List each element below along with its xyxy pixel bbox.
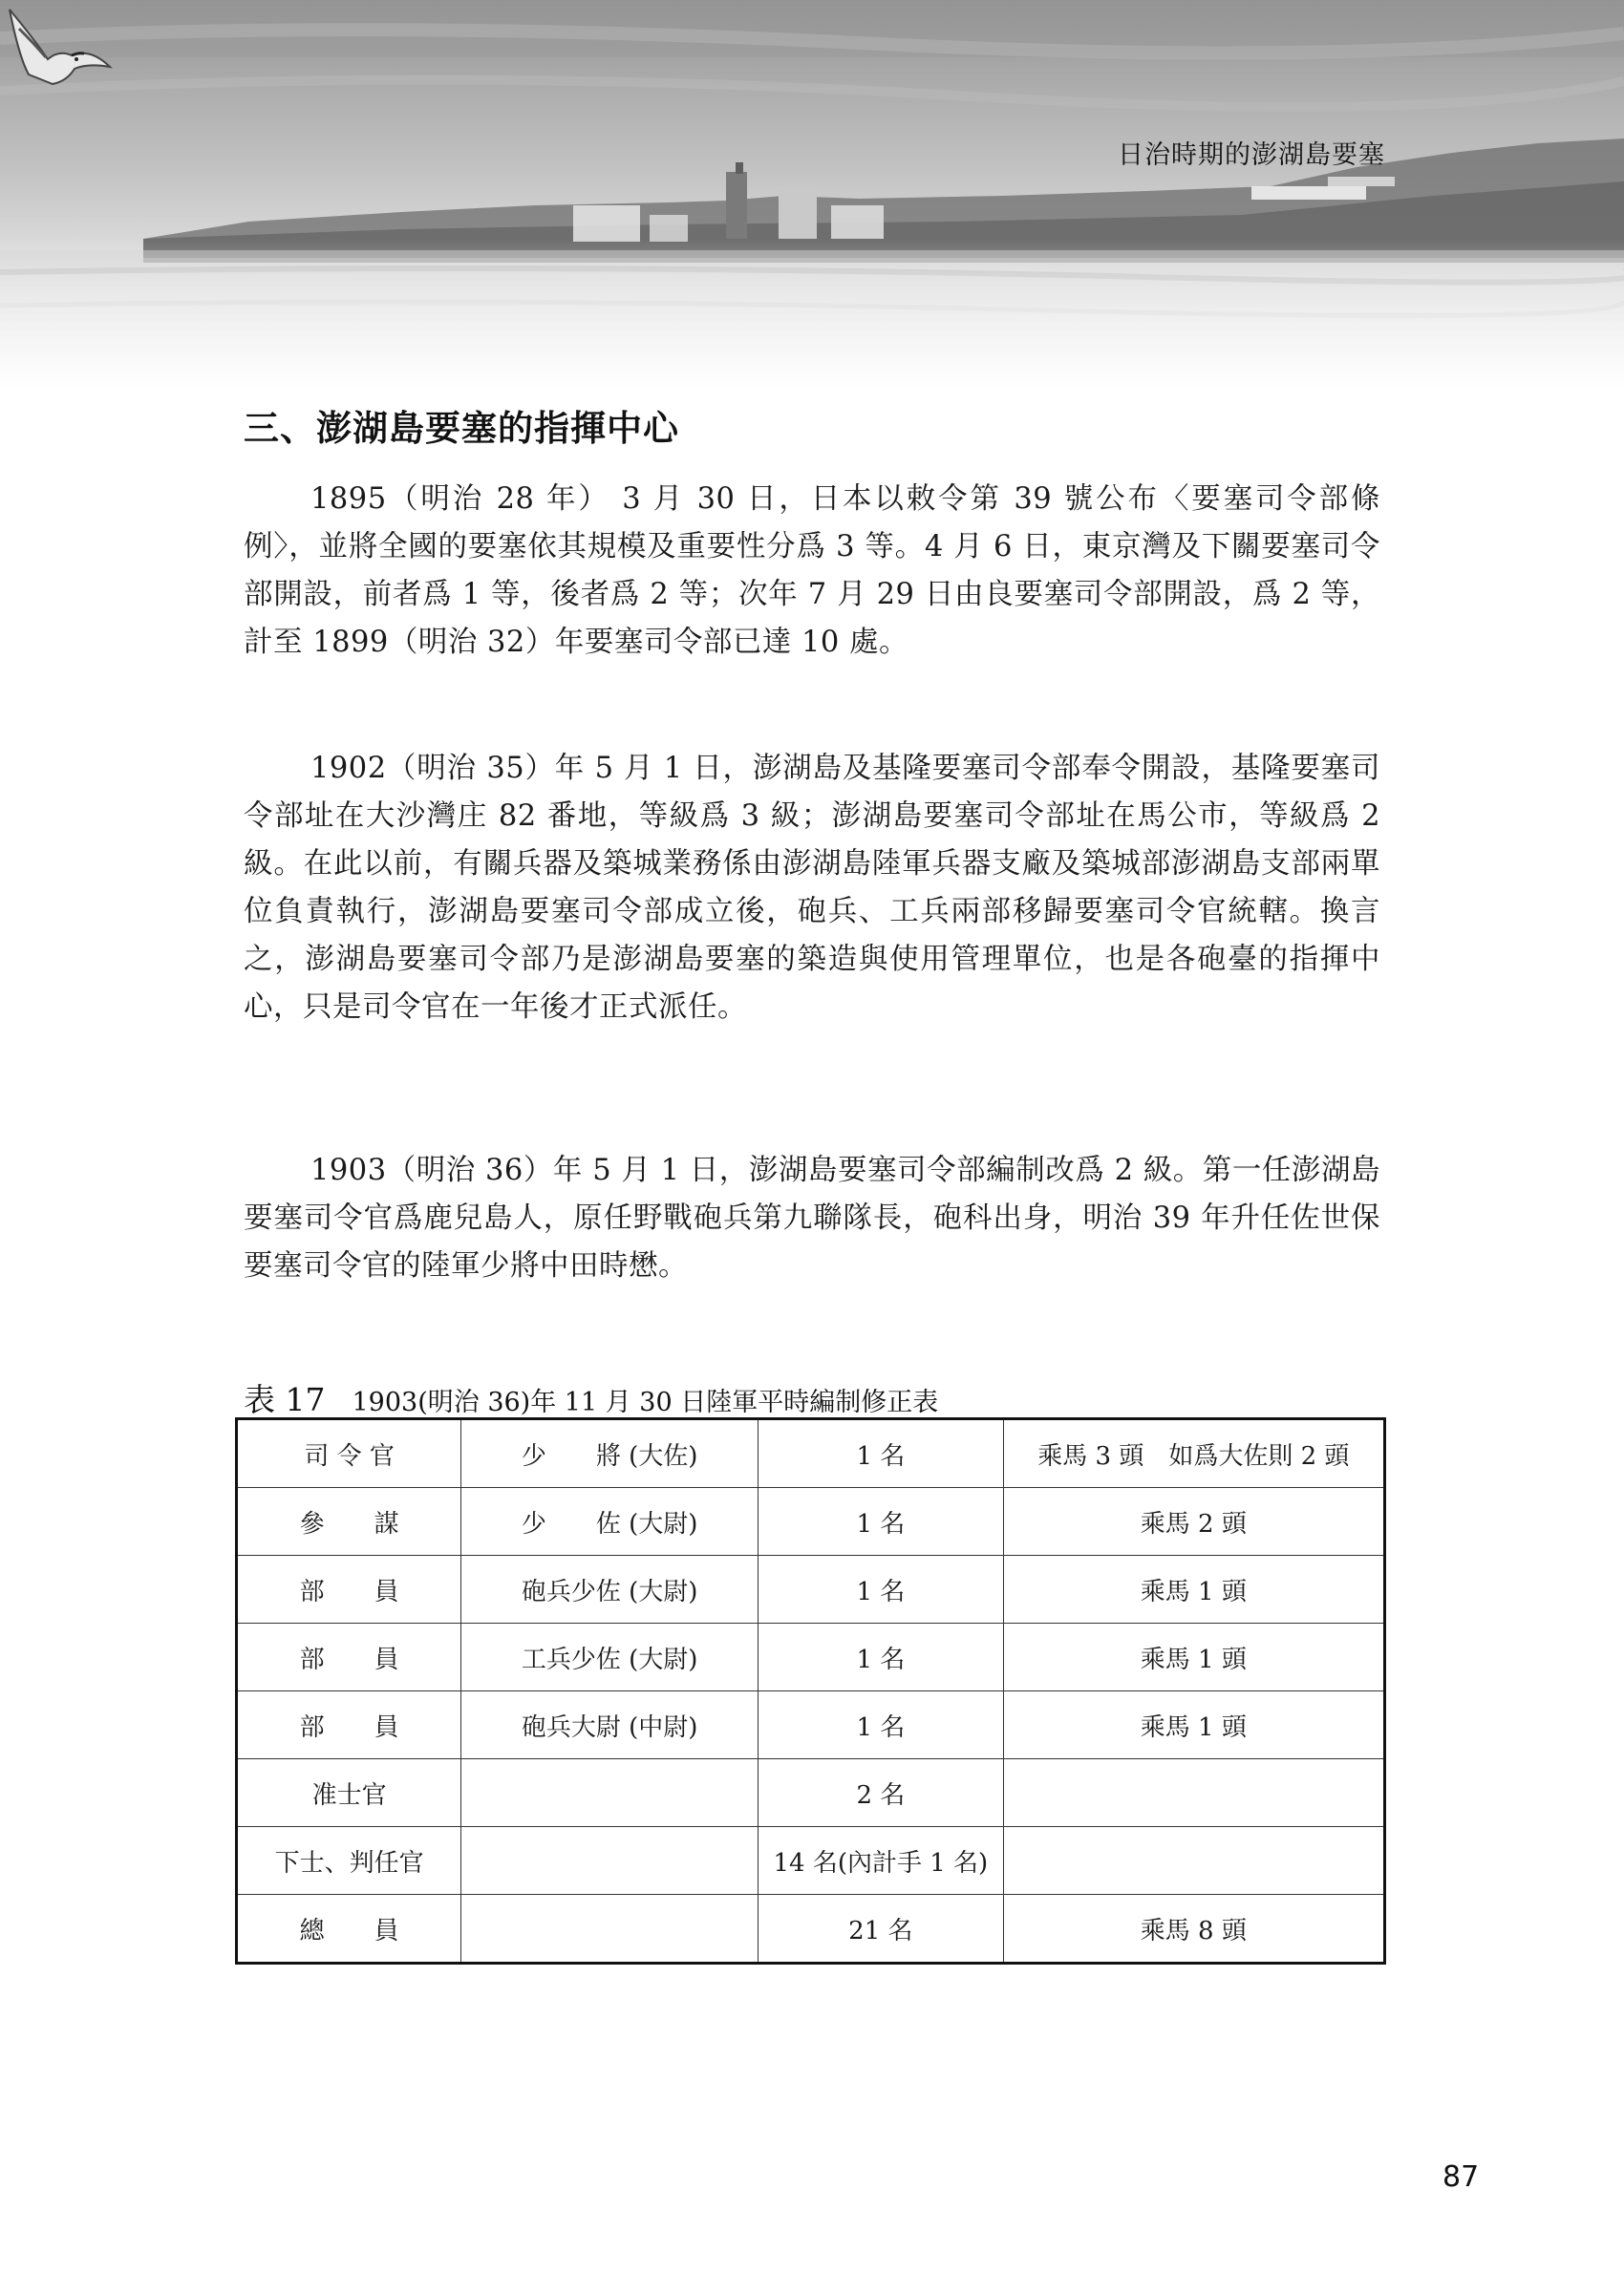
- table-cell-position: 司 令 官: [237, 1419, 461, 1488]
- table-cell-horses: 乘馬 1 頭: [1003, 1624, 1384, 1691]
- table-row: [237, 1895, 1385, 1964]
- table-cell-position: 部 員: [237, 1624, 461, 1691]
- table-cell-horses: 乘馬 1 頭: [1003, 1556, 1384, 1624]
- table-row: [237, 1624, 1385, 1691]
- table-row: [237, 1827, 1385, 1895]
- table-cell-count: 1 名: [759, 1556, 1004, 1624]
- table-cell-rank: 工兵少佐 (大尉): [461, 1624, 759, 1691]
- header-banner: [0, 0, 1624, 392]
- table-cell-count: 21 名: [759, 1895, 1004, 1964]
- table-cell-horses: 乘馬 8 頭: [1003, 1895, 1384, 1964]
- table-cell-position: 准士官: [237, 1759, 461, 1827]
- table-row: [237, 1759, 1385, 1827]
- table-cell-position: 下士、判任官: [237, 1827, 461, 1895]
- paragraph-3: 1903（明治 36）年 5 月 1 日，澎湖島要塞司令部編制改爲 2 級。第一任澎湖島要塞司令官爲鹿兒島人，原任野戰砲兵第九聯隊長，砲科出身，明治 39 年升任佐世保要塞司令官的陸軍少將中田時懋。: [244, 1154, 1380, 1283]
- table-cell-count: 1 名: [759, 1691, 1004, 1759]
- table-cell-count: 14 名(內計手 1 名): [759, 1827, 1004, 1895]
- table-cell-horses: [1003, 1827, 1384, 1895]
- table-cell-rank: [461, 1827, 759, 1895]
- table-cell-count: 1 名: [759, 1624, 1004, 1691]
- staff-roster-table: [235, 1417, 1386, 1965]
- table-cell-rank: 少 佐 (大尉): [461, 1488, 759, 1556]
- coastal-fortress-photo: [0, 0, 1624, 392]
- table-cell-horses: 乘馬 1 頭: [1003, 1691, 1384, 1759]
- table-cell-rank: 砲兵少佐 (大尉): [461, 1556, 759, 1624]
- table-cell-horses: [1003, 1759, 1384, 1827]
- paragraph-1: 1895（明治 28 年） 3 月 30 日，日本以敕令第 39 號公布〈要塞司令部條例〉，並將全國的要塞依其規模及重要性分爲 3 等。4 月 6 日，東京灣及下關要塞司令部開設，前者爲 1 等，後者爲 2 等；次年 7 月 29 日由良要塞司令部開設，爲 2 等，計至 1899（明治 32）年要塞司令部已達 10 處。: [244, 482, 1380, 659]
- table-cell-position: 部 員: [237, 1556, 461, 1624]
- table-cell-count: 1 名: [759, 1488, 1004, 1556]
- table-row: [237, 1488, 1385, 1556]
- table-cell-rank: 少 將 (大佐): [461, 1419, 759, 1488]
- seagull-icon: [0, 0, 115, 105]
- table-caption-text: 1903(明治 36)年 11 月 30 日陸軍平時編制修正表: [352, 1388, 939, 1417]
- table-cell-rank: [461, 1759, 759, 1827]
- table-row: [237, 1419, 1385, 1488]
- table-row: [237, 1691, 1385, 1759]
- table-cell-position: 部 員: [237, 1691, 461, 1759]
- table-cell-horses: 乘馬 2 頭: [1003, 1488, 1384, 1556]
- table-caption: [244, 1375, 938, 1420]
- table-cell-position: 總 員: [237, 1895, 461, 1964]
- section-title: 三、澎湖島要塞的指揮中心: [244, 407, 679, 449]
- table-cell-rank: 砲兵大尉 (中尉): [461, 1691, 759, 1759]
- table-row: [237, 1556, 1385, 1624]
- table-cell-horses: 乘馬 3 頭 如爲大佐則 2 頭: [1003, 1419, 1384, 1488]
- table-cell-count: 1 名: [759, 1419, 1004, 1488]
- table-caption-number: 表 17: [244, 1381, 326, 1418]
- paragraph-2: 1902（明治 35）年 5 月 1 日，澎湖島及基隆要塞司令部奉令開設，基隆要塞司令部址在大沙灣庄 82 番地，等級爲 3 級；澎湖島要塞司令部址在馬公市，等級爲 2 級。在此以前，有關兵器及築城業務係由澎湖島陸軍兵器支廠及築城部澎湖島支部兩單位負責執行，澎湖島要塞司令部成立後，砲兵、工兵兩部移歸要塞司令官統轄。換言之，澎湖島要塞司令部乃是澎湖島要塞的築造與使用管理單位，也是各砲臺的指揮中心，只是司令官在一年後才正式派任。: [244, 752, 1380, 1024]
- page-number: 87: [1442, 2160, 1480, 2194]
- table-cell-position: 參 謀: [237, 1488, 461, 1556]
- table-cell-count: 2 名: [759, 1759, 1004, 1827]
- running-header-title: 日治時期的澎湖島要塞: [1118, 140, 1385, 170]
- table-cell-rank: [461, 1895, 759, 1964]
